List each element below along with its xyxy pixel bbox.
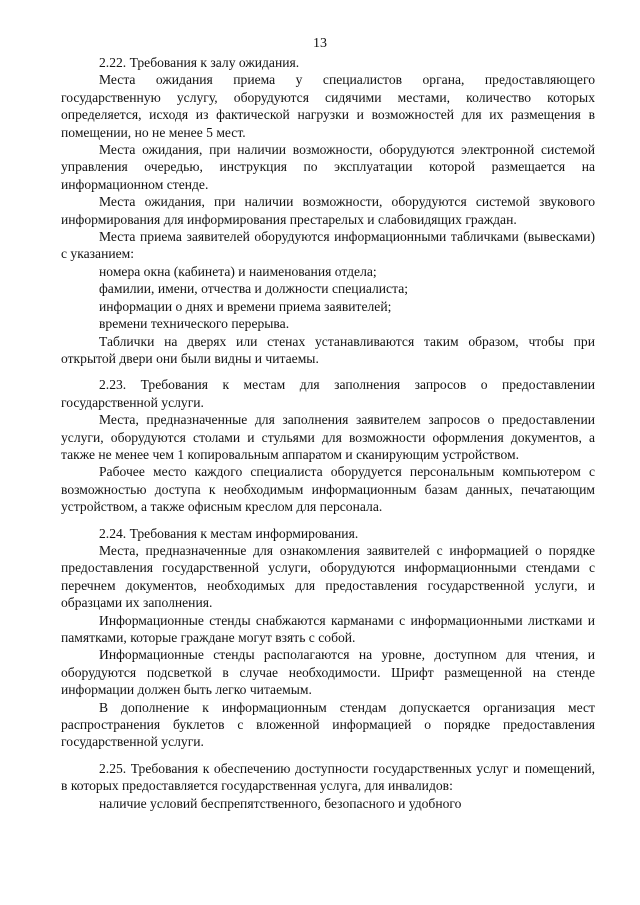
section-heading: 2.25. Требования к обеспечению доступности государственных услуг и помещений, в которых предоставляется государственная услуга, для инвалидов: <box>61 760 595 794</box>
paragraph: Места ожидания, при наличии возможности, оборудуются электронной системой управления очередью, инструкция по эксплуатации которой размещается на информационном стенде. <box>61 142 595 192</box>
list-item: фамилии, имени, отчества и должности специалиста; <box>99 281 409 297</box>
page-number: 13 <box>313 36 327 51</box>
list-item: времени технического перерыва. <box>99 316 290 332</box>
list-item: номера окна (кабинета) и наименования отдела; <box>99 263 377 279</box>
section-heading: 2.23. Требования к местам для заполнения запросов о предоставлении государственной услуги. <box>61 377 595 410</box>
paragraph: Места ожидания приема у специалистов органа, предоставляющего государственную услугу, оборудуются сидячими местами, количество которых определяется, исходя из фактической нагрузки и возможностей для их размещения в помещении, но не менее 5 мест. <box>61 72 595 140</box>
list-item: информации о днях и времени приема заявителей; <box>99 298 392 314</box>
document-body <box>61 54 595 812</box>
paragraph: Таблички на дверях или стенах устанавливаются таким образом, чтобы при открытой двери они были видны и читаемы. <box>61 333 595 366</box>
section-heading: 2.22. Требования к залу ожидания. <box>99 55 300 70</box>
paragraph: Места приема заявителей оборудуются информационными табличками (вывесками) с указанием: <box>61 229 595 262</box>
paragraph: Информационные стенды располагаются на уровне, доступном для чтения, и оборудуются подсветкой в случае необходимости. Шрифт размещенной на стенде информации должен быть легко читаемым. <box>61 647 595 698</box>
paragraph: В дополнение к информационным стендам допускается организация мест распространения буклетов с вложенной информацией о порядке предоставления государственной услуги. <box>61 699 595 750</box>
paragraph: Места, предназначенные для заполнения заявителем запросов о предоставлении услуги, оборудуются столами и стульями для возможности оформления документов, а также не менее чем 1 копировальным аппаратом и сканирующим устройством. <box>61 412 595 462</box>
paragraph: наличие условий беспрепятственного, безопасного и удобного <box>99 795 462 811</box>
section-heading: 2.24. Требования к местам информирования. <box>99 525 359 541</box>
paragraph: Места, предназначенные для ознакомления заявителей с информацией о порядке предоставления государственной услуги, оборудуются информационными стендами с перечнем документов, необходимых для предоставления государственной услуги, и образцами их заполнения. <box>61 542 595 611</box>
paragraph: Рабочее место каждого специалиста оборудуется персональным компьютером с возможностью доступа к необходимым информационным базам данных, печатающим устройством, а также офисным креслом для персонала. <box>61 464 595 515</box>
paragraph: Места ожидания, при наличии возможности, оборудуются системой звукового информирования для информирования престарелых и слабовидящих граждан. <box>61 194 595 227</box>
paragraph: Информационные стенды снабжаются карманами с информационными листками и памятками, которые граждане могут взять с собой. <box>61 612 595 645</box>
